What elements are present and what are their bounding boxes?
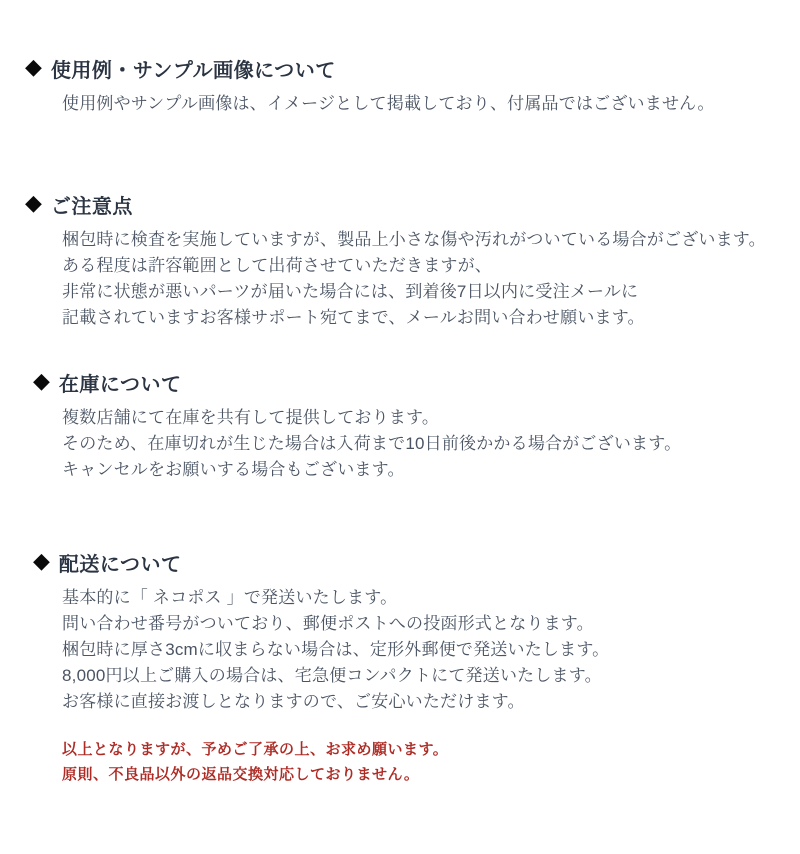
section-title: 在庫について [58, 373, 182, 396]
warning-text-line: 原則、不良品以外の返品交換対応しておりません。 [62, 766, 420, 783]
section-cautions [0, 190, 800, 331]
section-heading [33, 368, 800, 396]
section-heading [25, 54, 800, 82]
section-text-line: 記載されていますお客様サポート宛てまで、メールお問い合わせ願います。 [62, 308, 645, 327]
section-text-line: ある程度は許容範囲として出荷させていただきますが、 [62, 256, 492, 275]
section-body [25, 227, 800, 331]
section-heading [33, 548, 800, 576]
diamond-bullet-icon: ◆ [33, 368, 50, 393]
section-text-line: 複数店舗にて在庫を共有して提供しております。 [62, 408, 440, 427]
section-text-line: 問い合わせ番号がついており、郵便ポストへの投函形式となります。 [62, 614, 594, 633]
section-text-line: 8,000円以上ご購入の場合は、宅急便コンパクトにて発送いたします。 [62, 666, 602, 685]
diamond-bullet-icon: ◆ [25, 54, 42, 79]
section-title: 配送について [58, 553, 182, 576]
section-body [33, 405, 800, 483]
section-sample-images [0, 54, 800, 117]
section-heading [25, 190, 800, 218]
section-title: ご注意点 [50, 195, 133, 218]
section-shipping [0, 548, 800, 715]
section-text-line: 基本的に「 ネコポス 」で発送いたします。 [62, 588, 398, 607]
section-text-line: そのため、在庫切れが生じた場合は入荷まで10日前後かかる場合がございます。 [62, 434, 682, 453]
section-body [25, 91, 800, 117]
diamond-bullet-icon: ◆ [25, 190, 42, 215]
product-notes-page [0, 54, 800, 854]
section-text-line: 梱包時に厚さ3cmに収まらない場合は、定形外郵便で発送いたします。 [62, 640, 610, 659]
section-text-line: 使用例やサンプル画像は、イメージとして掲載しており、付属品ではございません。 [62, 94, 715, 113]
section-text-line: キャンセルをお願いする場合もございます。 [62, 460, 405, 479]
section-stock [0, 368, 800, 483]
section-text-line: 非常に状態が悪いパーツが届いた場合には、到着後7日以内に受注メールに [62, 282, 639, 301]
section-text-line: 梱包時に検査を実施していますが、製品上小さな傷や汚れがついている場合がございます。 [62, 230, 766, 249]
section-text-line: お客様に直接お渡しとなりますので、ご安心いただけます。 [62, 692, 525, 711]
diamond-bullet-icon: ◆ [33, 548, 50, 573]
section-title: 使用例・サンプル画像について [50, 59, 336, 82]
warning-text-line: 以上となりますが、予めご了承の上、お求め願います。 [62, 741, 449, 758]
section-body [33, 585, 800, 715]
warning-note [0, 737, 800, 787]
